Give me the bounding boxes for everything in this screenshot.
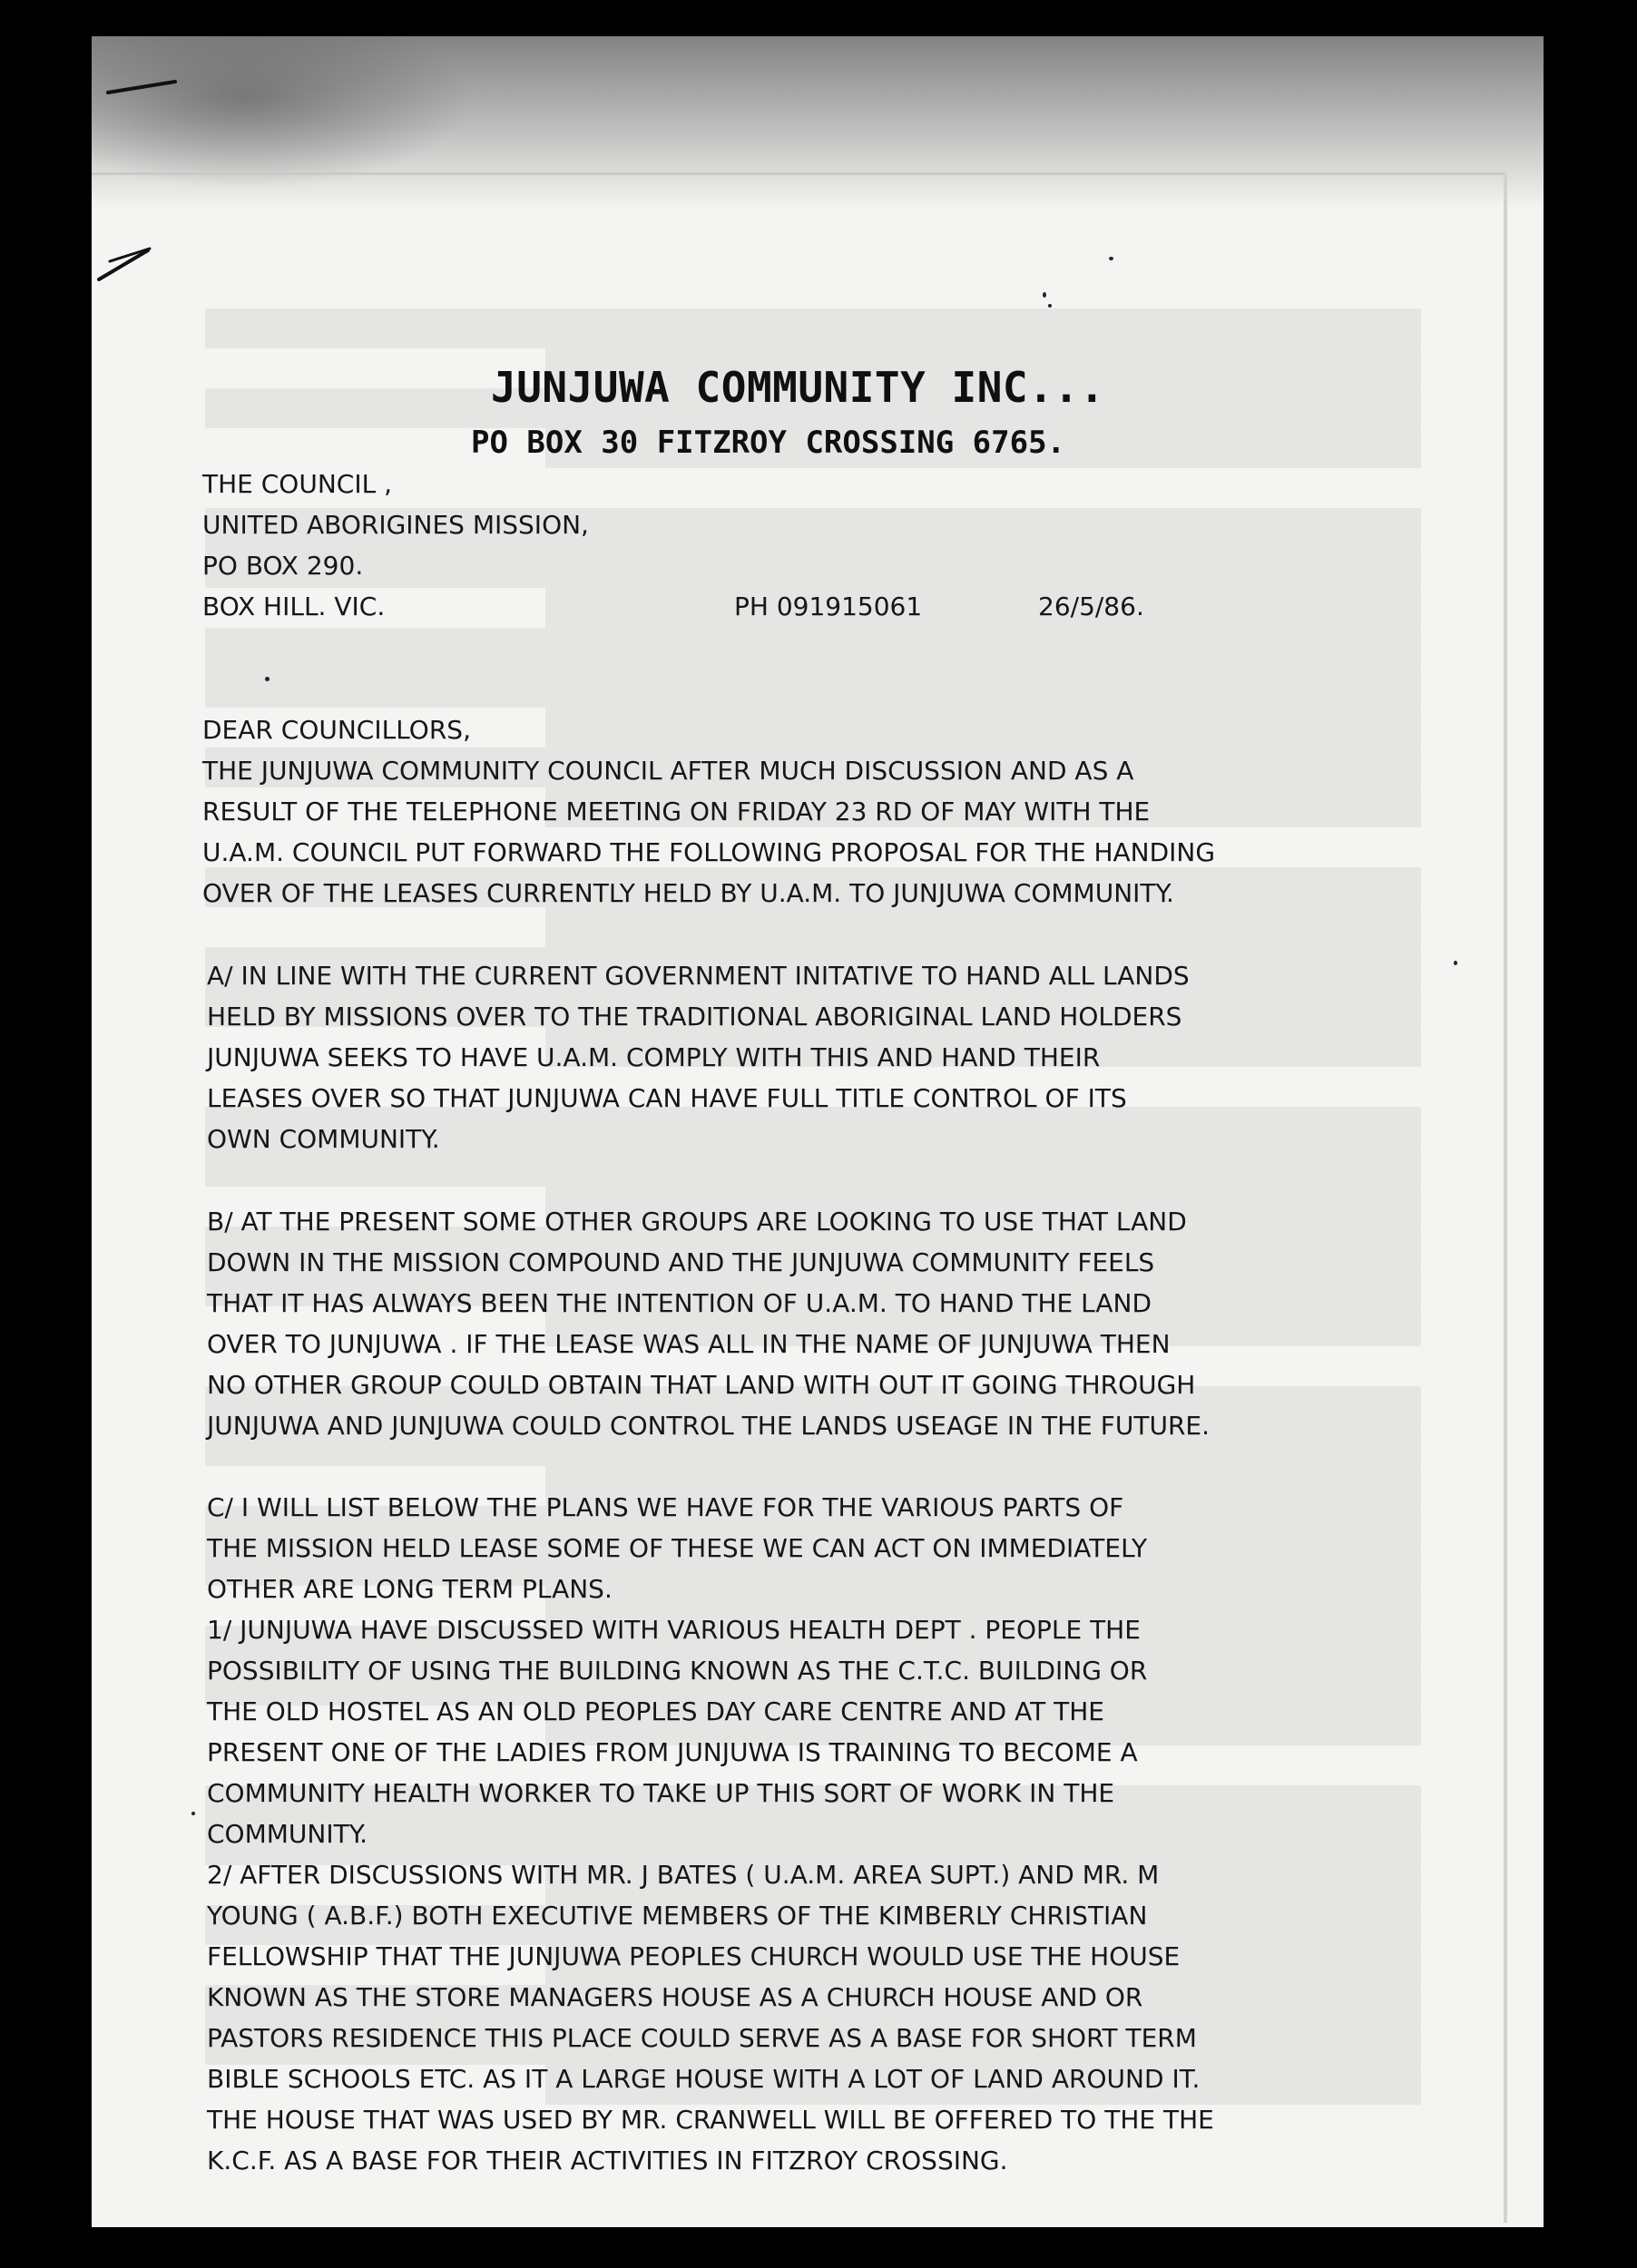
section-c-line: FELLOWSHIP THAT THE JUNJUWA PEOPLES CHURCH WOULD USE THE HOUSE — [207, 1941, 1181, 1971]
recipient-line-4: BOX HILL. VIC. — [202, 591, 386, 621]
section-a-line: LEASES OVER SO THAT JUNJUWA CAN HAVE FULL TITLE CONTROL OF ITS — [207, 1083, 1127, 1113]
section-c-line: K.C.F. AS A BASE FOR THEIR ACTIVITIES IN FITZROY CROSSING. — [207, 2146, 1008, 2175]
section-c-line: KNOWN AS THE STORE MANAGERS HOUSE AS A CHURCH HOUSE AND OR — [207, 1982, 1143, 2012]
ink-speck — [1454, 961, 1457, 965]
ink-speck — [1048, 304, 1052, 308]
section-c-line: BIBLE SCHOOLS ETC. AS IT A LARGE HOUSE WITH A LOT OF LAND AROUND IT. — [207, 2064, 1201, 2094]
scanned-letter-page — [92, 36, 1544, 2227]
section-c-line: THE OLD HOSTEL AS AN OLD PEOPLES DAY CARE CENTRE AND AT THE — [207, 1696, 1104, 1726]
section-c-line: POSSIBILITY OF USING THE BUILDING KNOWN AS THE C.T.C. BUILDING OR — [207, 1656, 1148, 1686]
section-b-line: THAT IT HAS ALWAYS BEEN THE INTENTION OF U.A.M. TO HAND THE LAND — [207, 1288, 1152, 1318]
letterhead-address: PO BOX 30 FITZROY CROSSING 6765. — [471, 425, 1066, 461]
section-c-line: PRESENT ONE OF THE LADIES FROM JUNJUWA IS TRAINING TO BECOME A — [207, 1737, 1138, 1767]
intro-line: THE JUNJUWA COMMUNITY COUNCIL AFTER MUCH DISCUSSION AND AS A — [202, 756, 1134, 786]
intro-line: OVER OF THE LEASES CURRENTLY HELD BY U.A.M. TO JUNJUWA COMMUNITY. — [202, 878, 1174, 908]
intro-line: RESULT OF THE TELEPHONE MEETING ON FRIDAY 23 RD OF MAY WITH THE — [202, 797, 1151, 826]
ink-speck — [1109, 257, 1113, 260]
ink-speck — [1043, 292, 1046, 298]
section-b-line: JUNJUWA AND JUNJUWA COULD CONTROL THE LANDS USEAGE IN THE FUTURE. — [207, 1411, 1210, 1441]
section-c-line: OTHER ARE LONG TERM PLANS. — [207, 1574, 613, 1604]
section-c-line: THE MISSION HELD LEASE SOME OF THESE WE CAN ACT ON IMMEDIATELY — [207, 1533, 1148, 1563]
section-c-line: 2/ AFTER DISCUSSIONS WITH MR. J BATES ( U.A.M. AREA SUPT.) AND MR. M — [207, 1860, 1160, 1890]
section-a-line: HELD BY MISSIONS OVER TO THE TRADITIONAL ABORIGINAL LAND HOLDERS — [207, 1002, 1182, 1031]
section-c-line: 1/ JUNJUWA HAVE DISCUSSED WITH VARIOUS HEALTH DEPT . PEOPLE THE — [207, 1615, 1141, 1645]
section-c-line: THE HOUSE THAT WAS USED BY MR. CRANWELL WILL BE OFFERED TO THE THE — [207, 2105, 1214, 2135]
section-a-line: OWN COMMUNITY. — [207, 1124, 440, 1154]
section-b-line: DOWN IN THE MISSION COMPOUND AND THE JUNJUWA COMMUNITY FEELS — [207, 1247, 1155, 1277]
section-b-line: B/ AT THE PRESENT SOME OTHER GROUPS ARE LOOKING TO USE THAT LAND — [207, 1207, 1187, 1237]
pen-mark — [92, 36, 328, 308]
section-c-line: COMMUNITY. — [207, 1819, 368, 1849]
salutation: DEAR COUNCILLORS, — [202, 715, 471, 745]
ink-speck — [265, 677, 270, 681]
letter-date: 26/5/86. — [1038, 591, 1144, 621]
ink-speck — [191, 1812, 195, 1815]
section-a-line: JUNJUWA SEEKS TO HAVE U.A.M. COMPLY WITH THIS AND HAND THEIR — [207, 1042, 1101, 1072]
section-b-line: OVER TO JUNJUWA . IF THE LEASE WAS ALL IN THE NAME OF JUNJUWA THEN — [207, 1329, 1171, 1359]
section-c-line: C/ I WILL LIST BELOW THE PLANS WE HAVE FOR THE VARIOUS PARTS OF — [207, 1492, 1124, 1522]
recipient-phone: PH 091915061 — [734, 591, 923, 621]
underlying-page-edge-right — [1504, 172, 1507, 2223]
recipient-line-3: PO BOX 290. — [202, 551, 364, 581]
section-c-line: PASTORS RESIDENCE THIS PLACE COULD SERVE AS A BASE FOR SHORT TERM — [207, 2023, 1197, 2053]
letterhead-org-name: JUNJUWA COMMUNITY INC... — [491, 363, 1105, 412]
section-a-line: A/ IN LINE WITH THE CURRENT GOVERNMENT INITATIVE TO HAND ALL LANDS — [207, 961, 1190, 991]
recipient-line-1: THE COUNCIL , — [202, 469, 392, 499]
section-b-line: NO OTHER GROUP COULD OBTAIN THAT LAND WITH OUT IT GOING THROUGH — [207, 1370, 1196, 1400]
recipient-line-2: UNITED ABORIGINES MISSION, — [202, 510, 589, 540]
intro-line: U.A.M. COUNCIL PUT FORWARD THE FOLLOWING PROPOSAL FOR THE HANDING — [202, 837, 1216, 867]
section-c-line: YOUNG ( A.B.F.) BOTH EXECUTIVE MEMBERS OF THE KIMBERLY CHRISTIAN — [207, 1901, 1148, 1931]
section-c-line: COMMUNITY HEALTH WORKER TO TAKE UP THIS SORT OF WORK IN THE — [207, 1778, 1115, 1808]
